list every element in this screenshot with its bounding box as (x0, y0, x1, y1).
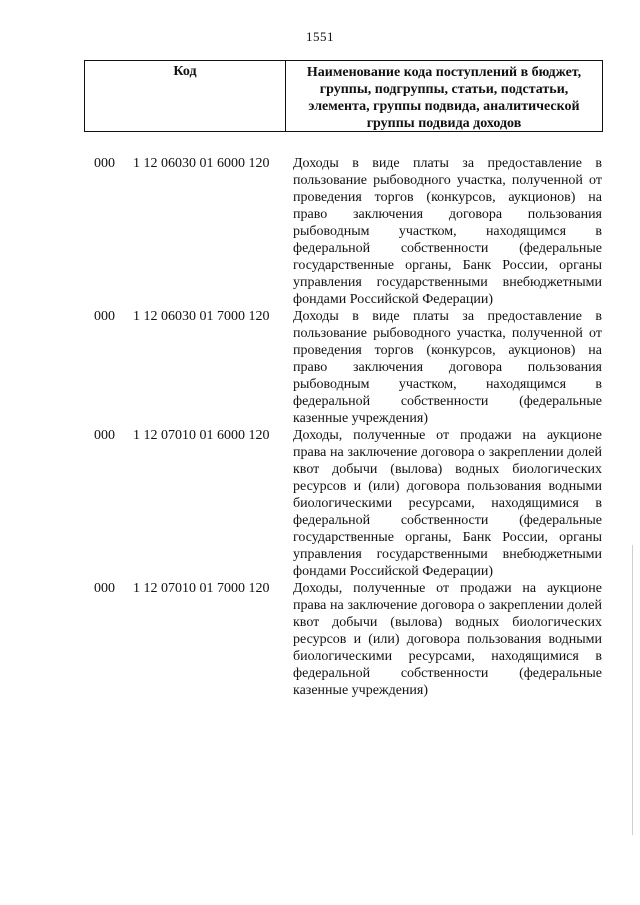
revenue-description: Доходы, полученные от продажи на аукционе права на заключение договора о закреплении долей квот добычи (вылова) водных биологических ресурсов и (или) договора пользования водными биологическими ресурсами, находящимися в федеральной собственности (федеральные казенные учреждения) (293, 581, 602, 698)
admin-code: 000 (94, 156, 115, 171)
revenue-code: 1 12 07010 01 7000 120 (133, 581, 270, 596)
revenue-code: 1 12 07010 01 6000 120 (133, 428, 270, 443)
revenue-description: Доходы в виде платы за предоставление в пользование рыбоводного участка, полученной от проведения торгов (конкурсов, аукционов) на право заключения договора пользования рыбоводным участком, находящимся в федеральной собственности (федеральные казенные учреждения) (293, 309, 602, 426)
list-item (0, 427, 640, 580)
admin-code: 000 (94, 428, 115, 443)
code-column-header: Код (85, 61, 286, 131)
scan-margin-line (632, 545, 633, 835)
list-item (0, 155, 640, 308)
revenue-code: 1 12 06030 01 7000 120 (133, 309, 270, 324)
list-item (0, 580, 640, 699)
admin-code: 000 (94, 581, 115, 596)
list-item (0, 308, 640, 427)
revenue-description: Доходы, полученные от продажи на аукционе права на заключение договора о закреплении долей квот добычи (вылова) водных биологических ресурсов и (или) договора пользования водными биологическими ресурсами, находящимися в федеральной собственности (федеральные государственные органы, Банк России, органы управления государственными внебюджетными фондами Российской Федерации) (293, 428, 602, 579)
name-column-header: Наименование кода поступлений в бюджет, группы, подгруппы, статьи, подстатьи, элемента, группы подвида, аналитической группы подвида доходов (306, 65, 582, 131)
revenue-code: 1 12 06030 01 6000 120 (133, 156, 270, 171)
revenue-code-list (0, 155, 640, 699)
page-number: 1551 (306, 29, 334, 44)
revenue-description: Доходы в виде платы за предоставление в пользование рыбоводного участка, полученной от проведения торгов (конкурсов, аукционов) на право заключения договора пользования рыбоводным участком, находящимся в федеральной собственности (федеральные государственные органы, Банк России, органы управления государственными внебюджетными фондами Российской Федерации) (293, 156, 602, 307)
column-header-table (84, 60, 603, 132)
admin-code: 000 (94, 309, 115, 324)
